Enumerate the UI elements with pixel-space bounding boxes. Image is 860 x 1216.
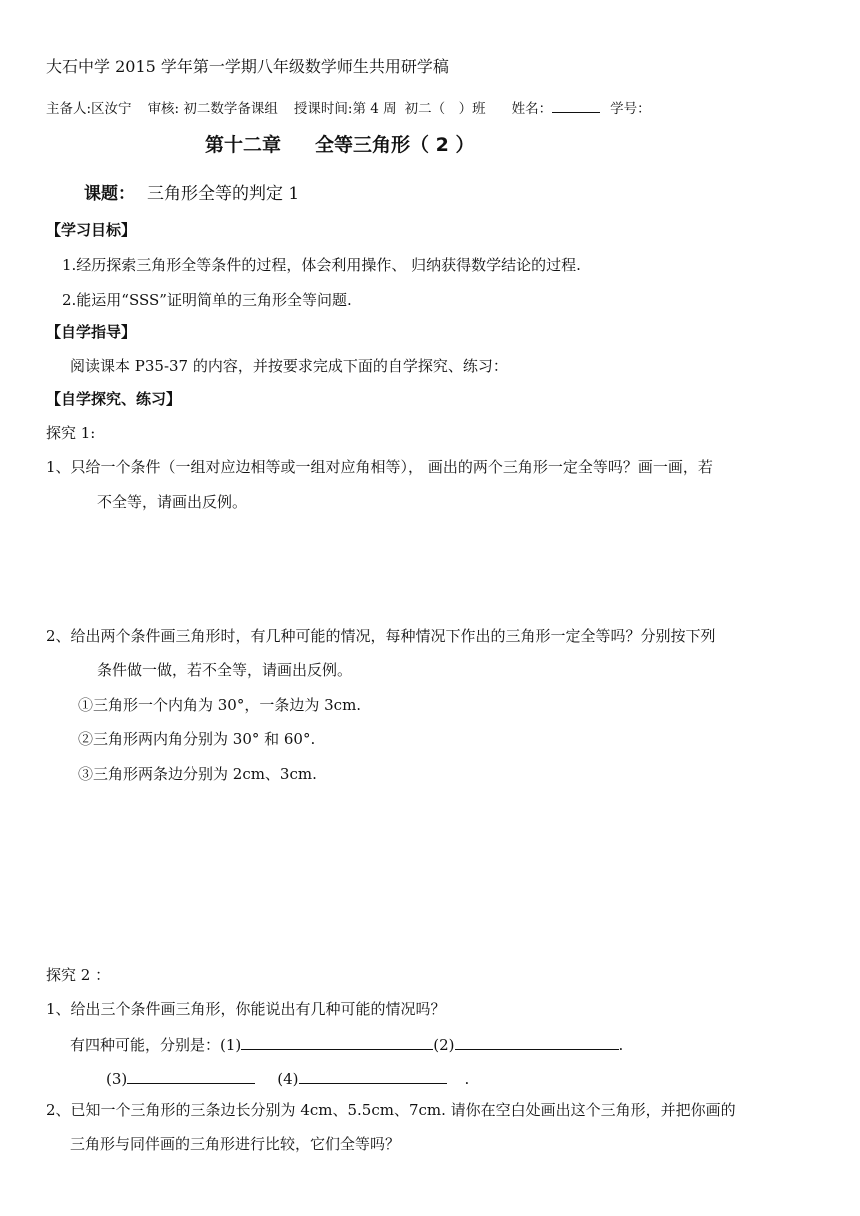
chapter-name: 全等三角形（ 2 ） <box>315 134 475 156</box>
explore-2-answer-line-1 <box>70 1033 623 1055</box>
school-title: 大石中学 2015 学年第一学期八年级数学师生共用研学稿 <box>46 57 449 76</box>
name-label: 姓名： <box>511 101 553 117</box>
explore-1-question-2-line-2: 条件做一做，若不全等，请画出反例。 <box>97 661 353 679</box>
topic-label: 课题： <box>84 184 135 204</box>
answer-intro: 有四种可能，分别是： <box>70 1036 221 1054</box>
explore-1-question-1-line-2: 不全等，请画出反例。 <box>97 493 248 511</box>
guide-heading: 【自学指导】 <box>46 323 137 341</box>
guide-text: 阅读课本 P35-37 的内容，并按要求完成下面的自学探究、练习： <box>70 357 508 375</box>
explore-1-question-2-line-1: 2、给出两个条件画三角形时，有几种可能的情况，每种情况下作出的三角形一定全等吗？分别按下列 <box>46 627 716 645</box>
explore-2-answer-line-2 <box>106 1067 469 1089</box>
explore-2-question-2-line-1: 2、已知一个三角形的三条边长分别为 4cm、5.5cm、7cm. 请你在空白处画出这个三角形，并把你画的 <box>46 1101 736 1119</box>
student-id-label: 学号： <box>610 101 651 117</box>
class-label: 初二（ ）班 <box>404 101 486 117</box>
blank-label-4: (4) <box>277 1070 299 1088</box>
answer-period-1: . <box>618 1036 624 1054</box>
explore-2-question-2-line-2: 三角形与同伴画的三角形进行比较，它们全等吗？ <box>70 1135 401 1153</box>
blank-label-1: (1) <box>220 1036 242 1054</box>
explore-2-label: 探究 2 ： <box>46 966 111 984</box>
explore-1-label: 探究 1: <box>46 424 96 442</box>
answer-blank-2[interactable] <box>455 1033 619 1050</box>
preparer: 主备人:区汝宁 <box>46 101 132 117</box>
answer-blank-1[interactable] <box>241 1033 433 1050</box>
condition-2: ②三角形两内角分别为 30° 和 60°. <box>78 730 316 748</box>
chapter-number: 第十二章 <box>205 134 282 156</box>
topic-line <box>84 182 299 206</box>
answer-period-2: . <box>464 1070 470 1088</box>
header-info-line <box>46 96 651 119</box>
explore-1-question-1-line-1: 1、只给一个条件（一组对应边相等或一组对应角相等）， 画出的两个三角形一定全等吗？画一画，若 <box>46 458 713 476</box>
objective-item-1: 1.经历探索三角形全等条件的过程，体会利用操作、 归纳获得数学结论的过程. <box>62 256 581 274</box>
condition-1: ①三角形一个内角为 30°，一条边为 3cm. <box>78 696 362 714</box>
reviewer: 审核: 初二数学备课组 <box>147 101 278 117</box>
answer-blank-4[interactable] <box>299 1067 447 1084</box>
objective-item-2: 2.能运用“SSS”证明简单的三角形全等问题. <box>62 291 352 309</box>
explore-heading: 【自学探究、练习】 <box>46 390 182 408</box>
answer-blank-3[interactable] <box>127 1067 255 1084</box>
topic-text: 三角形全等的判定 1 <box>147 184 300 204</box>
condition-3: ③三角形两条边分别为 2cm、3cm. <box>78 765 317 783</box>
blank-label-2: (2) <box>433 1036 455 1054</box>
lesson-time: 授课时间:第 4 周 <box>293 101 397 117</box>
blank-label-3: (3) <box>106 1070 128 1088</box>
objectives-heading: 【学习目标】 <box>46 221 137 239</box>
chapter-title <box>205 132 474 158</box>
explore-2-question-1: 1、给出三个条件画三角形，你能说出有几种可能的情况吗？ <box>46 1000 446 1018</box>
name-blank[interactable] <box>552 96 600 113</box>
